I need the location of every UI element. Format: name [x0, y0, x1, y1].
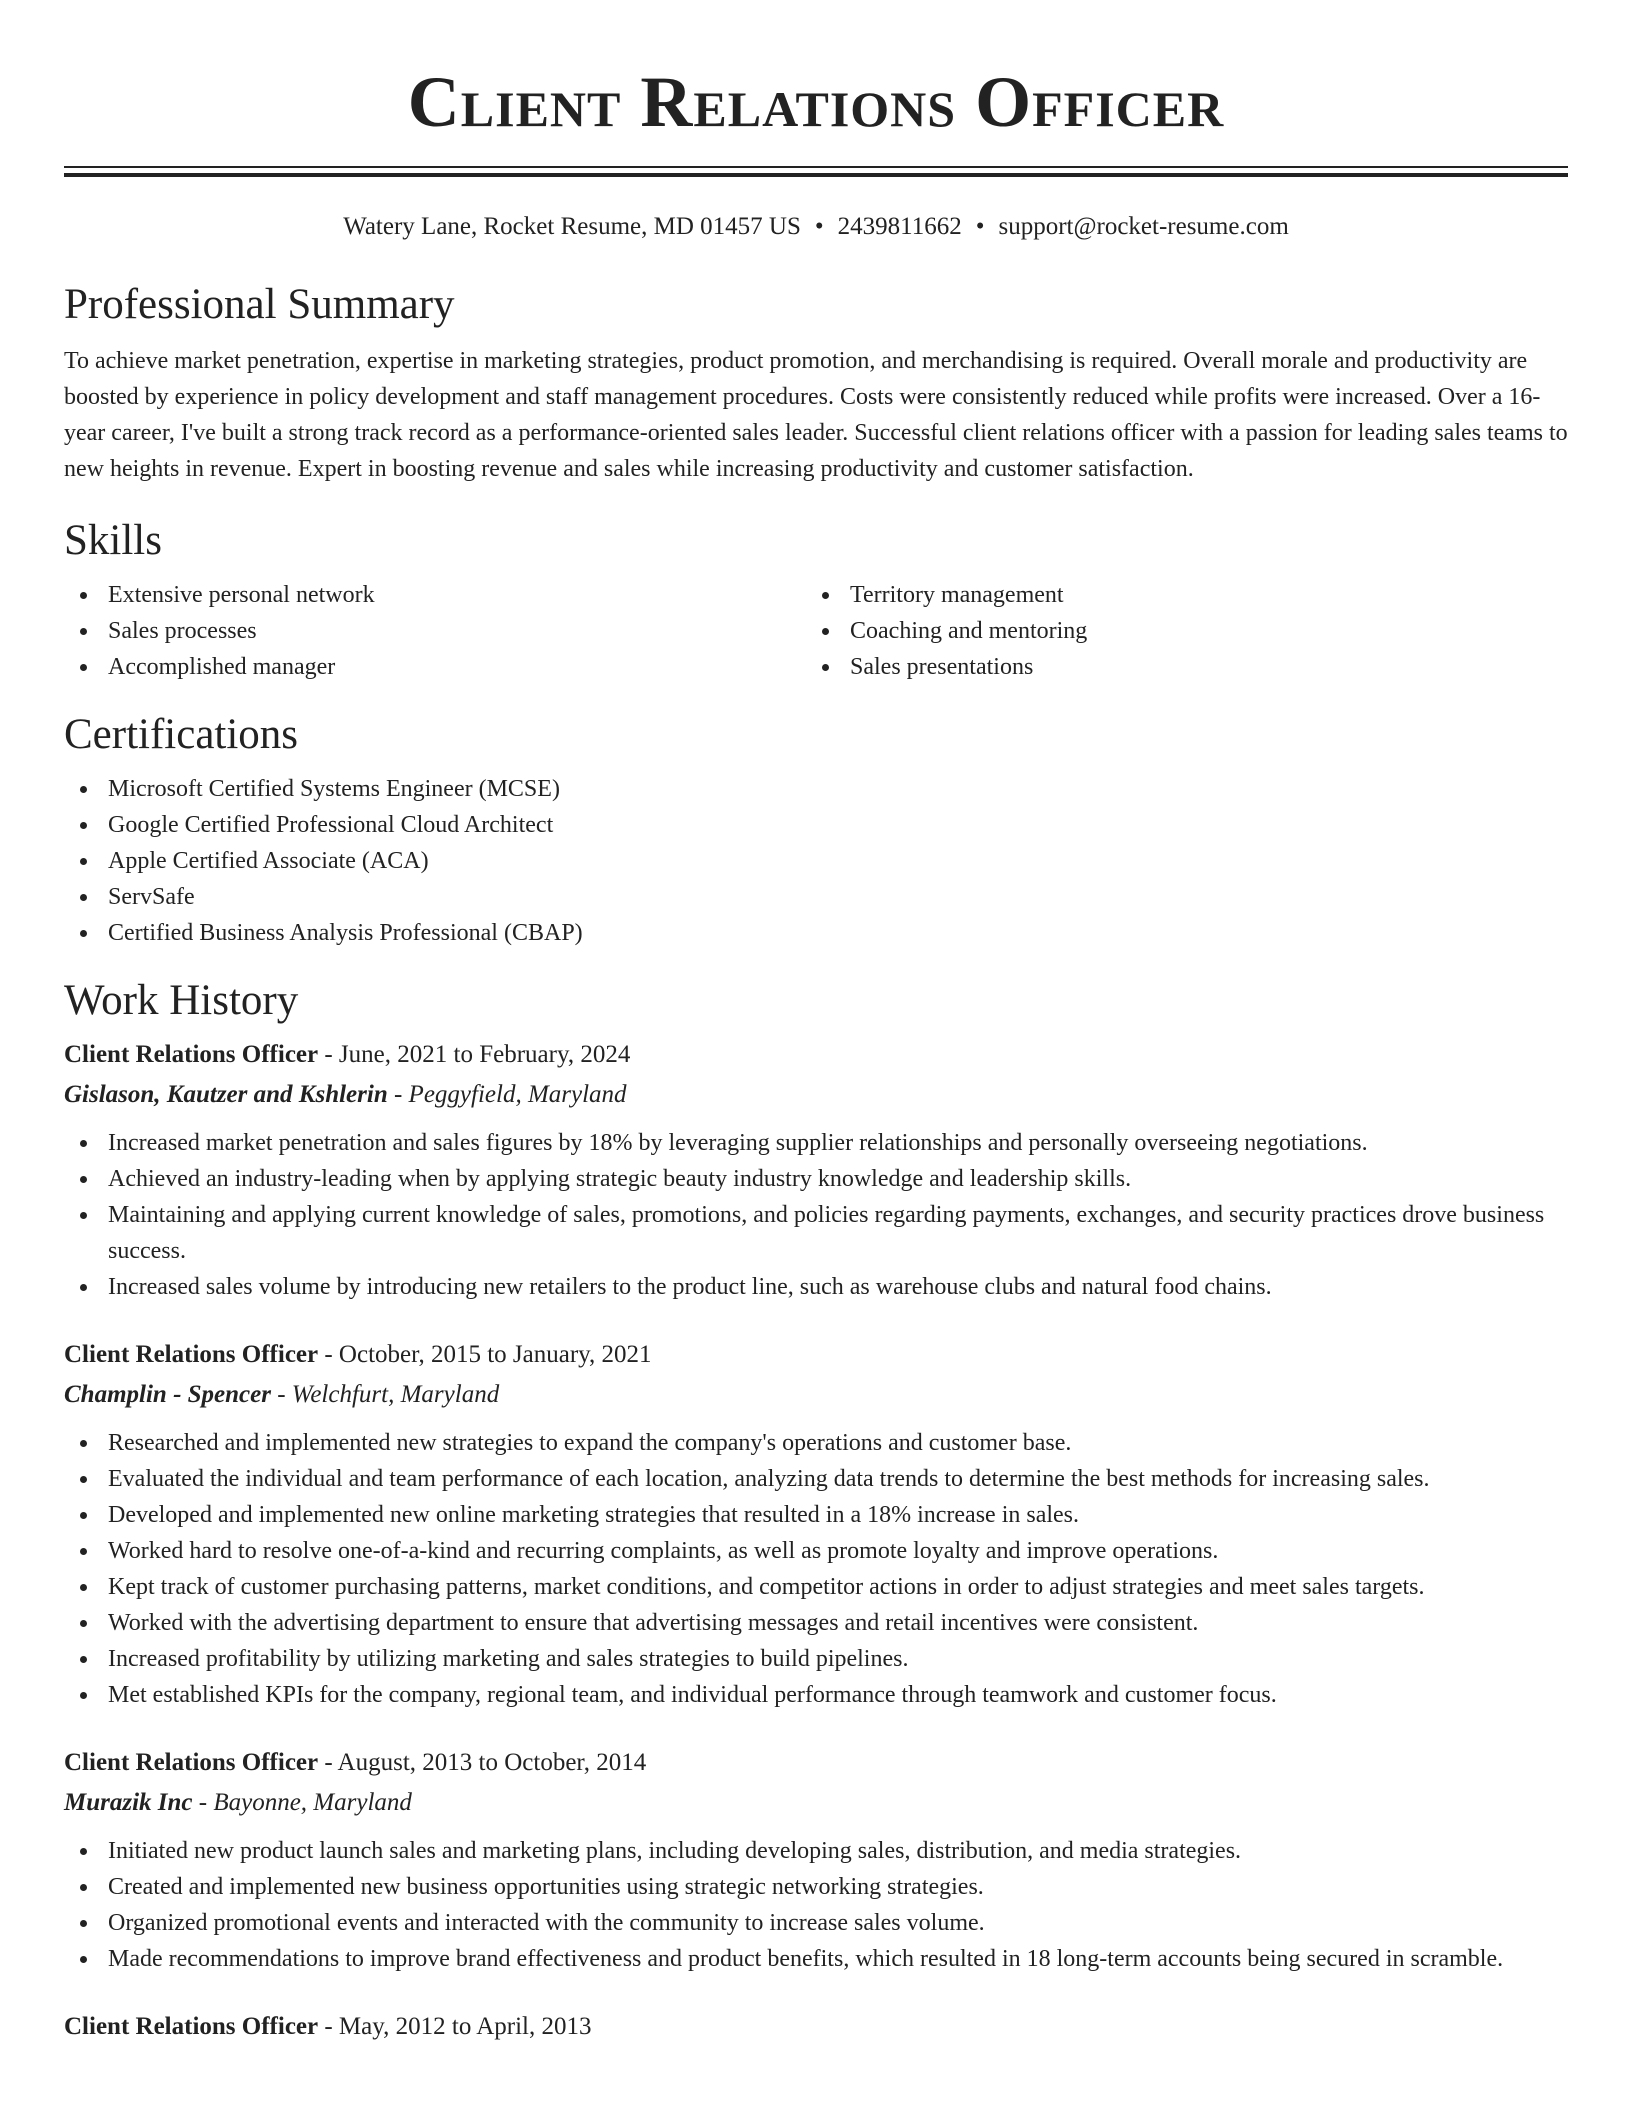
certification-item: Certified Business Analysis Professional (CBAP) — [64, 915, 1568, 951]
skill-item: Sales presentations — [806, 649, 1548, 685]
job-entry — [64, 1037, 1568, 1305]
job-entry — [64, 1337, 1568, 1713]
contact-email[interactable]: support@rocket-resume.com — [998, 213, 1289, 240]
job-company-line — [64, 1785, 1568, 1821]
skill-item: Sales processes — [64, 613, 806, 649]
job-bullets — [64, 1833, 1568, 1977]
job-title: Client Relations Officer — [64, 1041, 319, 1068]
job-title-line — [64, 1745, 1568, 1781]
contact-separator: • — [975, 213, 985, 240]
job-title-line — [64, 2009, 1568, 2045]
job-bullet: Kept track of customer purchasing patterns, market conditions, and competitor actions in order to adjust strategies and meet sales targets. — [64, 1569, 1568, 1605]
job-company: Murazik Inc — [64, 1789, 193, 1816]
job-entry — [64, 2009, 1568, 2045]
contact-address: Watery Lane, Rocket Resume, MD 01457 US — [343, 213, 801, 240]
job-location: - Bayonne, Maryland — [192, 1789, 412, 1816]
job-bullet: Made recommendations to improve brand effectiveness and product benefits, which resulted in 18 long-term accounts being secured in scramble. — [64, 1941, 1568, 1977]
job-dates: - August, 2013 to October, 2014 — [318, 1749, 647, 1776]
job-company-line — [64, 1077, 1568, 1113]
title-rule-thin — [64, 166, 1568, 168]
skills-grid — [64, 577, 1568, 685]
job-bullet: Researched and implemented new strategies to expand the company's operations and customer base. — [64, 1425, 1568, 1461]
job-bullet: Maintaining and applying current knowledge of sales, promotions, and policies regarding payments, exchanges, and security practices drove business success. — [64, 1197, 1568, 1269]
contact-phone: 2439811662 — [837, 213, 962, 240]
skill-item: Territory management — [806, 577, 1548, 613]
job-entry — [64, 1745, 1568, 1977]
job-bullets — [64, 1425, 1568, 1713]
job-company: Champlin - Spencer — [64, 1381, 271, 1408]
contact-separator: • — [814, 213, 824, 240]
summary-text: To achieve market penetration, expertise in marketing strategies, product promotion, and merchandising is required. Overall morale and productivity are boosted by experience in policy development and staff management procedures. Costs were consistently reduced while profits were increased. Over a 16-year career, I've built a strong track record as a performance-oriented sales leader. Successful client relations officer with a passion for leading sales teams to new heights in revenue. Expert in boosting revenue and sales while increasing productivity and customer satisfaction. — [64, 348, 1568, 482]
job-title-line — [64, 1337, 1568, 1373]
job-dates: - June, 2021 to February, 2024 — [318, 1041, 631, 1068]
certification-item: ServSafe — [64, 879, 1568, 915]
job-bullet: Achieved an industry-leading when by applying strategic beauty industry knowledge and leadership skills. — [64, 1161, 1568, 1197]
skills-heading: Skills — [64, 517, 162, 564]
job-bullet: Evaluated the individual and team performance of each location, analyzing data trends to determine the best methods for increasing sales. — [64, 1461, 1568, 1497]
certifications-list — [64, 771, 1568, 951]
certification-item: Google Certified Professional Cloud Architect — [64, 807, 1568, 843]
job-bullets — [64, 1125, 1568, 1305]
job-dates: - October, 2015 to January, 2021 — [318, 1341, 652, 1368]
job-title: Client Relations Officer — [64, 2013, 319, 2040]
job-bullet: Developed and implemented new online marketing strategies that resulted in a 18% increase in sales. — [64, 1497, 1568, 1533]
certifications-heading: Certifications — [64, 711, 299, 758]
skills-left-list — [64, 577, 806, 685]
skill-item: Extensive personal network — [64, 577, 806, 613]
contact-line — [64, 211, 1568, 243]
skills-right-list — [806, 577, 1548, 685]
job-dates: - May, 2012 to April, 2013 — [318, 2013, 592, 2040]
resume-page — [64, 0, 1568, 2045]
job-bullet: Organized promotional events and interacted with the community to increase sales volume. — [64, 1905, 1568, 1941]
job-location: - Peggyfield, Maryland — [387, 1081, 627, 1108]
job-company-line — [64, 1377, 1568, 1413]
title-rule-thick — [64, 173, 1568, 177]
page-title: Client Relations Officer — [407, 62, 1225, 142]
job-bullet: Created and implemented new business opportunities using strategic networking strategies. — [64, 1869, 1568, 1905]
skill-item: Accomplished manager — [64, 649, 806, 685]
job-bullet: Worked with the advertising department to ensure that advertising messages and retail incentives were consistent. — [64, 1605, 1568, 1641]
certification-item: Microsoft Certified Systems Engineer (MCSE) — [64, 771, 1568, 807]
job-bullet: Met established KPIs for the company, regional team, and individual performance through teamwork and customer focus. — [64, 1677, 1568, 1713]
summary-heading: Professional Summary — [64, 281, 455, 328]
job-bullet: Initiated new product launch sales and marketing plans, including developing sales, distribution, and media strategies. — [64, 1833, 1568, 1869]
job-bullet: Increased sales volume by introducing new retailers to the product line, such as warehouse clubs and natural food chains. — [64, 1269, 1568, 1305]
job-bullet: Increased market penetration and sales figures by 18% by leveraging supplier relationships and personally overseeing negotiations. — [64, 1125, 1568, 1161]
job-bullet: Worked hard to resolve one-of-a-kind and recurring complaints, as well as promote loyalty and improve operations. — [64, 1533, 1568, 1569]
job-company: Gislason, Kautzer and Kshlerin — [64, 1081, 388, 1108]
job-title: Client Relations Officer — [64, 1749, 319, 1776]
work-history-heading: Work History — [64, 977, 299, 1024]
certification-item: Apple Certified Associate (ACA) — [64, 843, 1568, 879]
skill-item: Coaching and mentoring — [806, 613, 1548, 649]
job-title: Client Relations Officer — [64, 1341, 319, 1368]
job-location: - Welchfurt, Maryland — [270, 1381, 500, 1408]
job-bullet: Increased profitability by utilizing marketing and sales strategies to build pipelines. — [64, 1641, 1568, 1677]
job-title-line — [64, 1037, 1568, 1073]
